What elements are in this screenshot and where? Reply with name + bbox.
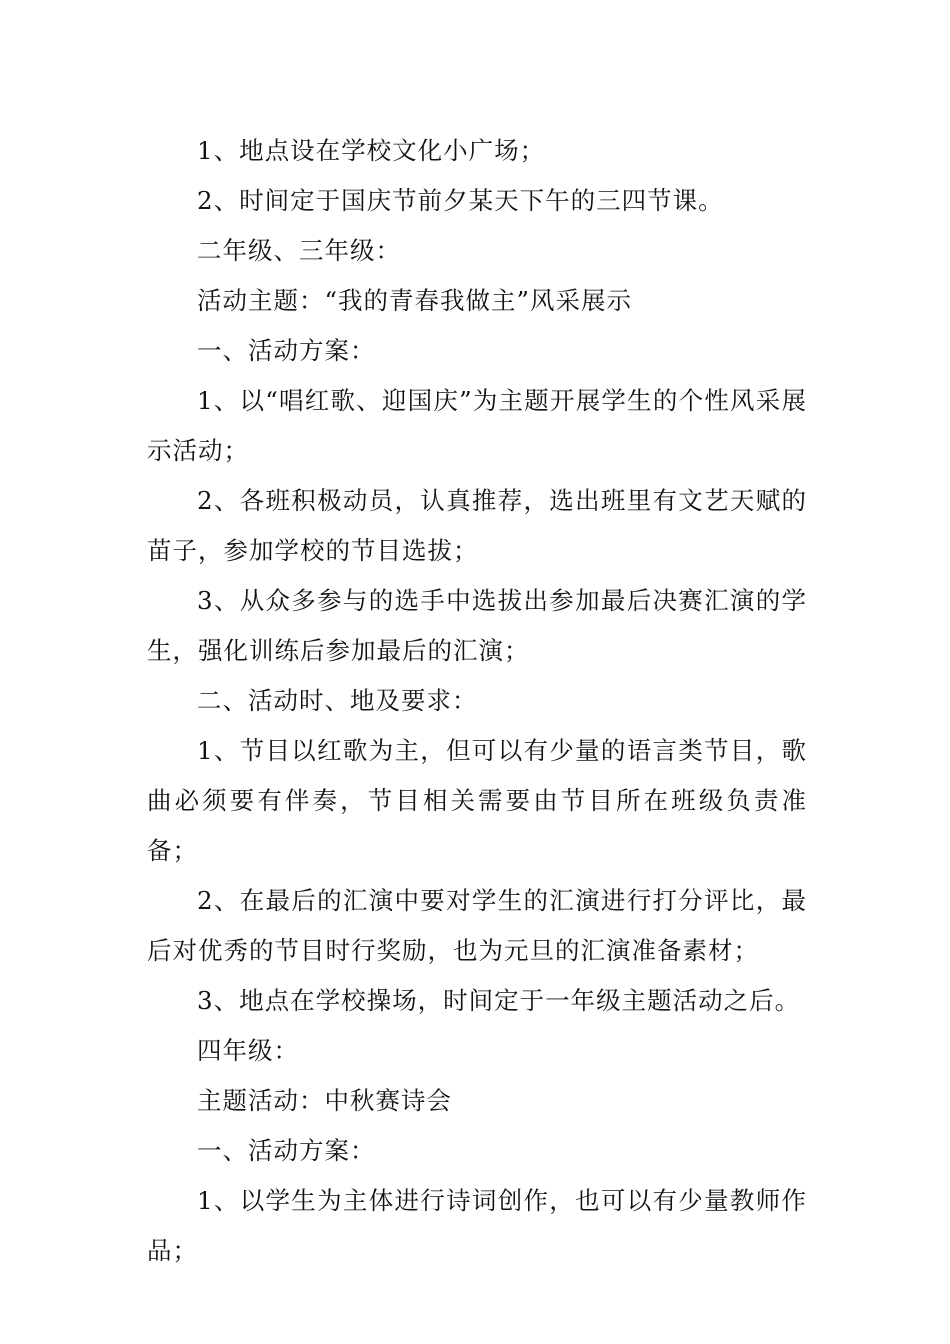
section-activity-plan-2: 一、活动方案： <box>197 1136 376 1165</box>
paragraph-8: 3、从众多参与的选手中选拔出参加最后决赛汇演的学生，强化训练后参加最后的汇演； <box>147 586 807 665</box>
paragraph-2: 2、时间定于国庆节前夕某天下午的三四节课。 <box>197 186 724 215</box>
heading-grade-4: 四年级： <box>197 1036 299 1065</box>
paragraph-1: 1、地点设在学校文化小广场； <box>197 136 546 165</box>
paragraph-7: 2、各班积极动员，认真推荐，选出班里有文艺天赋的苗子，参加学校的节目选拔； <box>147 486 807 565</box>
paragraph-12: 3、地点在学校操场，时间定于一年级主题活动之后。 <box>197 986 801 1015</box>
heading-grade-2-3: 二年级、三年级： <box>197 236 401 265</box>
theme-activity: 主题活动：中秋赛诗会 <box>197 1086 452 1115</box>
activity-theme: 活动主题：“我的青春我做主”风采展示 <box>197 286 633 315</box>
paragraph-10: 1、节目以红歌为主，但可以有少量的语言类节目，歌曲必须要有伴奏，节目相关需要由节目所在班级负责准备； <box>147 736 807 865</box>
paragraph-16: 1、以学生为主体进行诗词创作，也可以有少量教师作品； <box>147 1186 807 1265</box>
section-time-place-requirements: 二、活动时、地及要求： <box>197 686 478 715</box>
paragraph-11: 2、在最后的汇演中要对学生的汇演进行打分评比，最后对优秀的节目时行奖励，也为元旦的汇演准备素材； <box>147 886 807 965</box>
section-activity-plan: 一、活动方案： <box>197 336 376 365</box>
document-body <box>147 126 807 1276</box>
paragraph-6: 1、以“唱红歌、迎国庆”为主题开展学生的个性风采展示活动； <box>147 386 807 465</box>
